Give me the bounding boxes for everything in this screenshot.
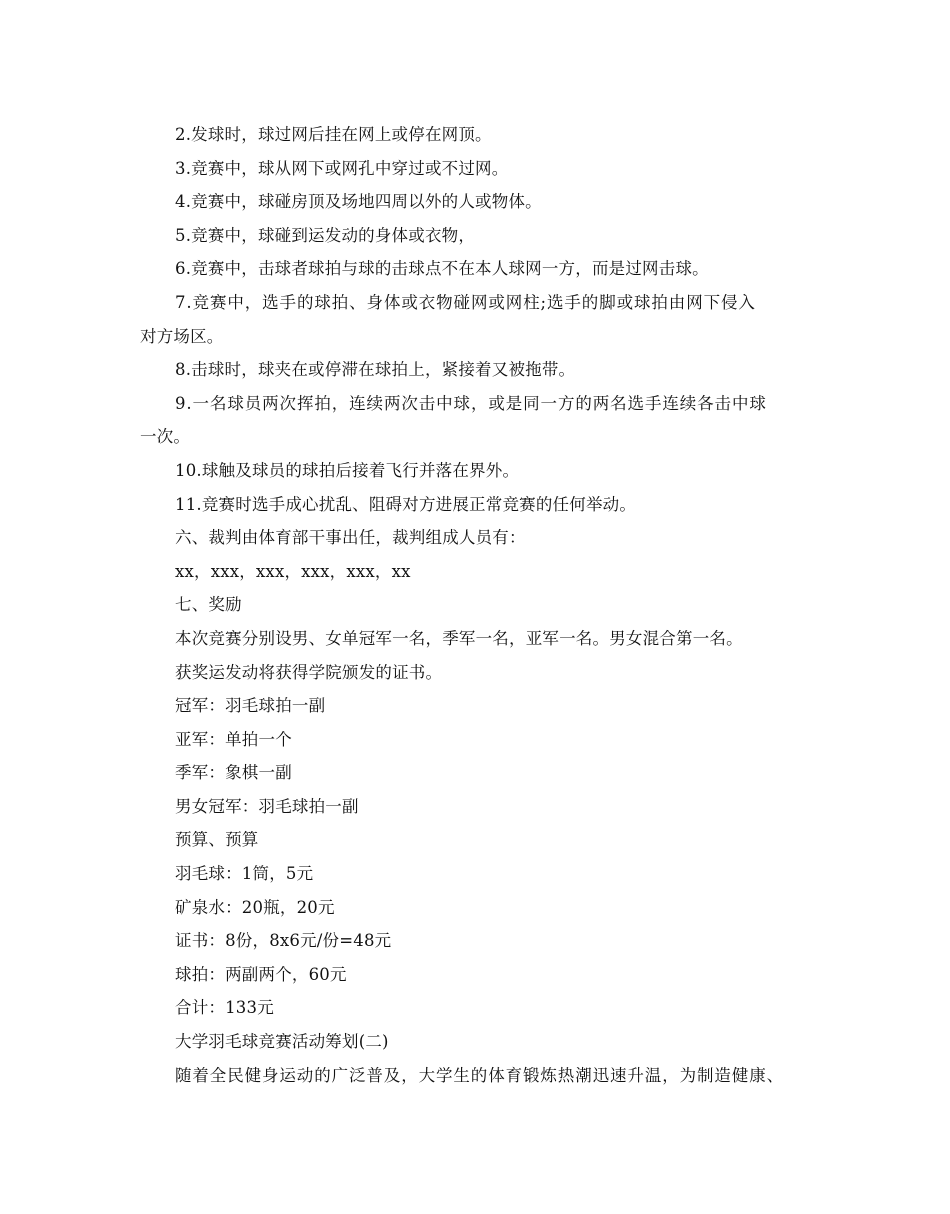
budget-total: 合计：133元 <box>175 998 274 1018</box>
budget-water: 矿泉水：20瓶，20元 <box>175 897 335 917</box>
budget-rackets: 球拍：两副两个，60元 <box>175 964 347 984</box>
rule-item-10: 10.球触及球员的球拍后接着飞行并落在界外。 <box>175 460 520 480</box>
rule-item-5: 5.竞赛中，球碰到运发动的身体或衣物， <box>175 225 476 245</box>
prize-mixed-champion: 男女冠军：羽毛球拍一副 <box>175 796 359 816</box>
section-budget-heading: 预算、预算 <box>175 830 259 850</box>
prize-champion: 冠军：羽毛球拍一副 <box>175 696 326 716</box>
awards-certificate-note: 获奖运发动将获得学院颁发的证书。 <box>175 662 443 682</box>
rule-item-4: 4.竞赛中，球碰房顶及场地四周以外的人或物体。 <box>175 192 542 212</box>
rule-item-3: 3.竞赛中，球从网下或网孔中穿过或不过网。 <box>175 158 509 178</box>
section-referees-heading: 六、裁判由体育部干事出任，裁判组成人员有： <box>175 528 526 548</box>
rule-item-8: 8.击球时，球夹在或停滞在球拍上，紧接着又被拖带。 <box>175 360 576 380</box>
rule-item-2: 2.发球时，球过网后挂在网上或停在网顶。 <box>175 125 492 144</box>
prize-third-place: 季军：象棋一副 <box>175 763 292 783</box>
rule-item-7-continued: 对方场区。 <box>140 326 224 346</box>
section-awards-heading: 七、奖励 <box>175 595 242 615</box>
rule-item-6: 6.竞赛中，击球者球拍与球的击球点不在本人球网一方，而是过网击球。 <box>175 259 709 279</box>
rule-item-11: 11.竞赛时选手成心扰乱、阻碍对方进展正常竞赛的任何举动。 <box>175 494 637 514</box>
referee-names: xx，xxx，xxx，xxx，xxx，xx <box>175 561 411 581</box>
budget-shuttlecocks: 羽毛球：1筒，5元 <box>175 864 314 884</box>
rule-item-7: 7.竞赛中，选手的球拍、身体或衣物碰网或网柱;选手的脚或球拍由网下侵入 <box>175 292 756 312</box>
rule-item-9-continued: 一次。 <box>140 427 191 447</box>
awards-description: 本次竞赛分别设男、女单冠军一名，季军一名，亚军一名。男女混合第一名。 <box>175 628 743 648</box>
plan-two-intro: 随着全民健身运动的广泛普及，大学生的体育锻炼热潮迅速升温，为制造健康、 <box>175 1065 784 1085</box>
budget-certificates: 证书：8份，8x6元/份=48元 <box>175 931 392 951</box>
rule-item-9: 9.一名球员两次挥拍，连续两次击中球，或是同一方的两名选手连续各击中球 <box>175 393 767 413</box>
document-body <box>140 118 830 1092</box>
plan-two-title: 大学羽毛球竞赛活动筹划(二) <box>175 1032 389 1052</box>
prize-runner-up: 亚军：单拍一个 <box>175 729 292 749</box>
